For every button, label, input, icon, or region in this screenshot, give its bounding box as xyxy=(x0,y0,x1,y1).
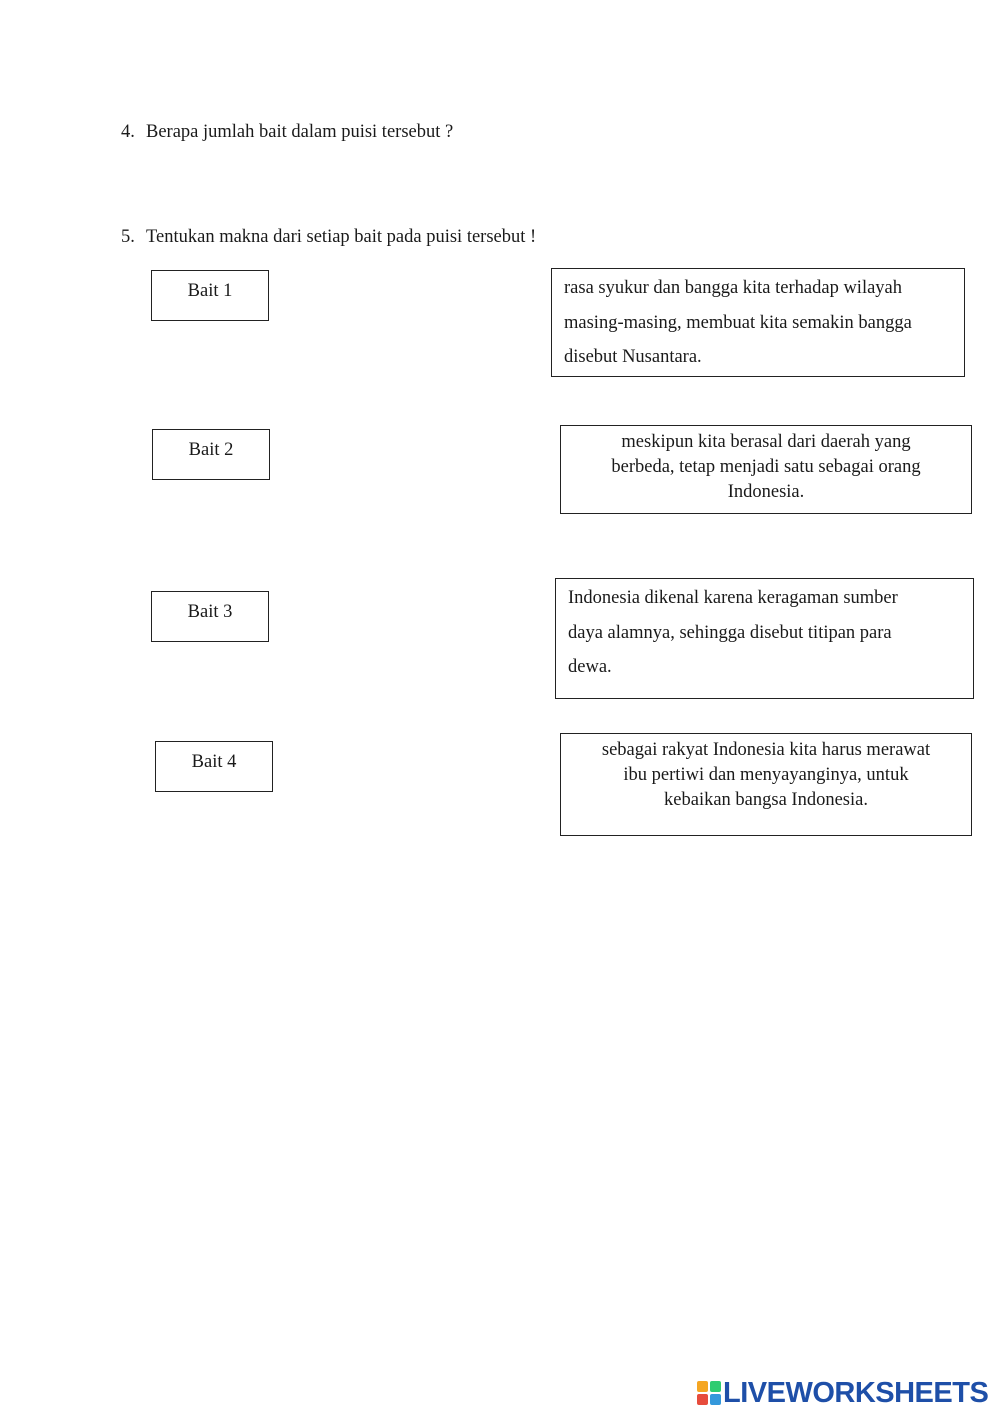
question-5-text: Tentukan makna dari setiap bait pada puisi tersebut ! xyxy=(146,227,537,247)
meaning-box-4[interactable] xyxy=(560,733,972,836)
meaning-1-line-3: disebut Nusantara. xyxy=(564,347,702,367)
question-4-text: Berapa jumlah bait dalam puisi tersebut ? xyxy=(146,122,454,142)
liveworksheets-logo-text: LIVEWORKSHEETS xyxy=(723,1377,989,1409)
bait-1-box[interactable]: Bait 1 xyxy=(151,270,269,321)
liveworksheets-logo xyxy=(697,1378,988,1408)
meaning-3-line-2: daya alamnya, sehingga disebut titipan para xyxy=(568,622,892,643)
bait-2-box[interactable]: Bait 2 xyxy=(152,429,270,480)
meaning-2-line-2: berbeda, tetap menjadi satu sebagai orang xyxy=(611,457,921,477)
question-4-number: 4. xyxy=(121,122,135,142)
bait-4-box[interactable]: Bait 4 xyxy=(155,741,273,792)
meaning-2-line-3: Indonesia. xyxy=(727,482,805,502)
meaning-4-line-3: kebaikan bangsa Indonesia. xyxy=(664,790,868,810)
meaning-1-line-2: masing-masing, membuat kita semakin bangga xyxy=(564,312,912,333)
meaning-3-line-1: Indonesia dikenal karena keragaman sumber xyxy=(568,588,898,608)
meaning-box-3[interactable] xyxy=(555,578,974,699)
question-5-number: 5. xyxy=(121,227,135,247)
meaning-1-line-1: rasa syukur dan bangga kita terhadap wilayah xyxy=(564,278,903,298)
meaning-box-1[interactable] xyxy=(551,268,965,377)
meaning-box-2[interactable] xyxy=(560,425,972,514)
meaning-4-line-1: sebagai rakyat Indonesia kita harus merawat xyxy=(601,740,931,760)
meaning-3-line-3: dewa. xyxy=(568,657,612,677)
question-4 xyxy=(121,120,453,144)
meaning-2-line-1: meskipun kita berasal dari daerah yang xyxy=(621,432,911,452)
liveworksheets-logo-icon xyxy=(697,1381,721,1405)
question-5 xyxy=(121,225,536,249)
meaning-4-line-2: ibu pertiwi dan menyayanginya, untuk xyxy=(623,765,909,785)
bait-3-box[interactable]: Bait 3 xyxy=(151,591,269,642)
